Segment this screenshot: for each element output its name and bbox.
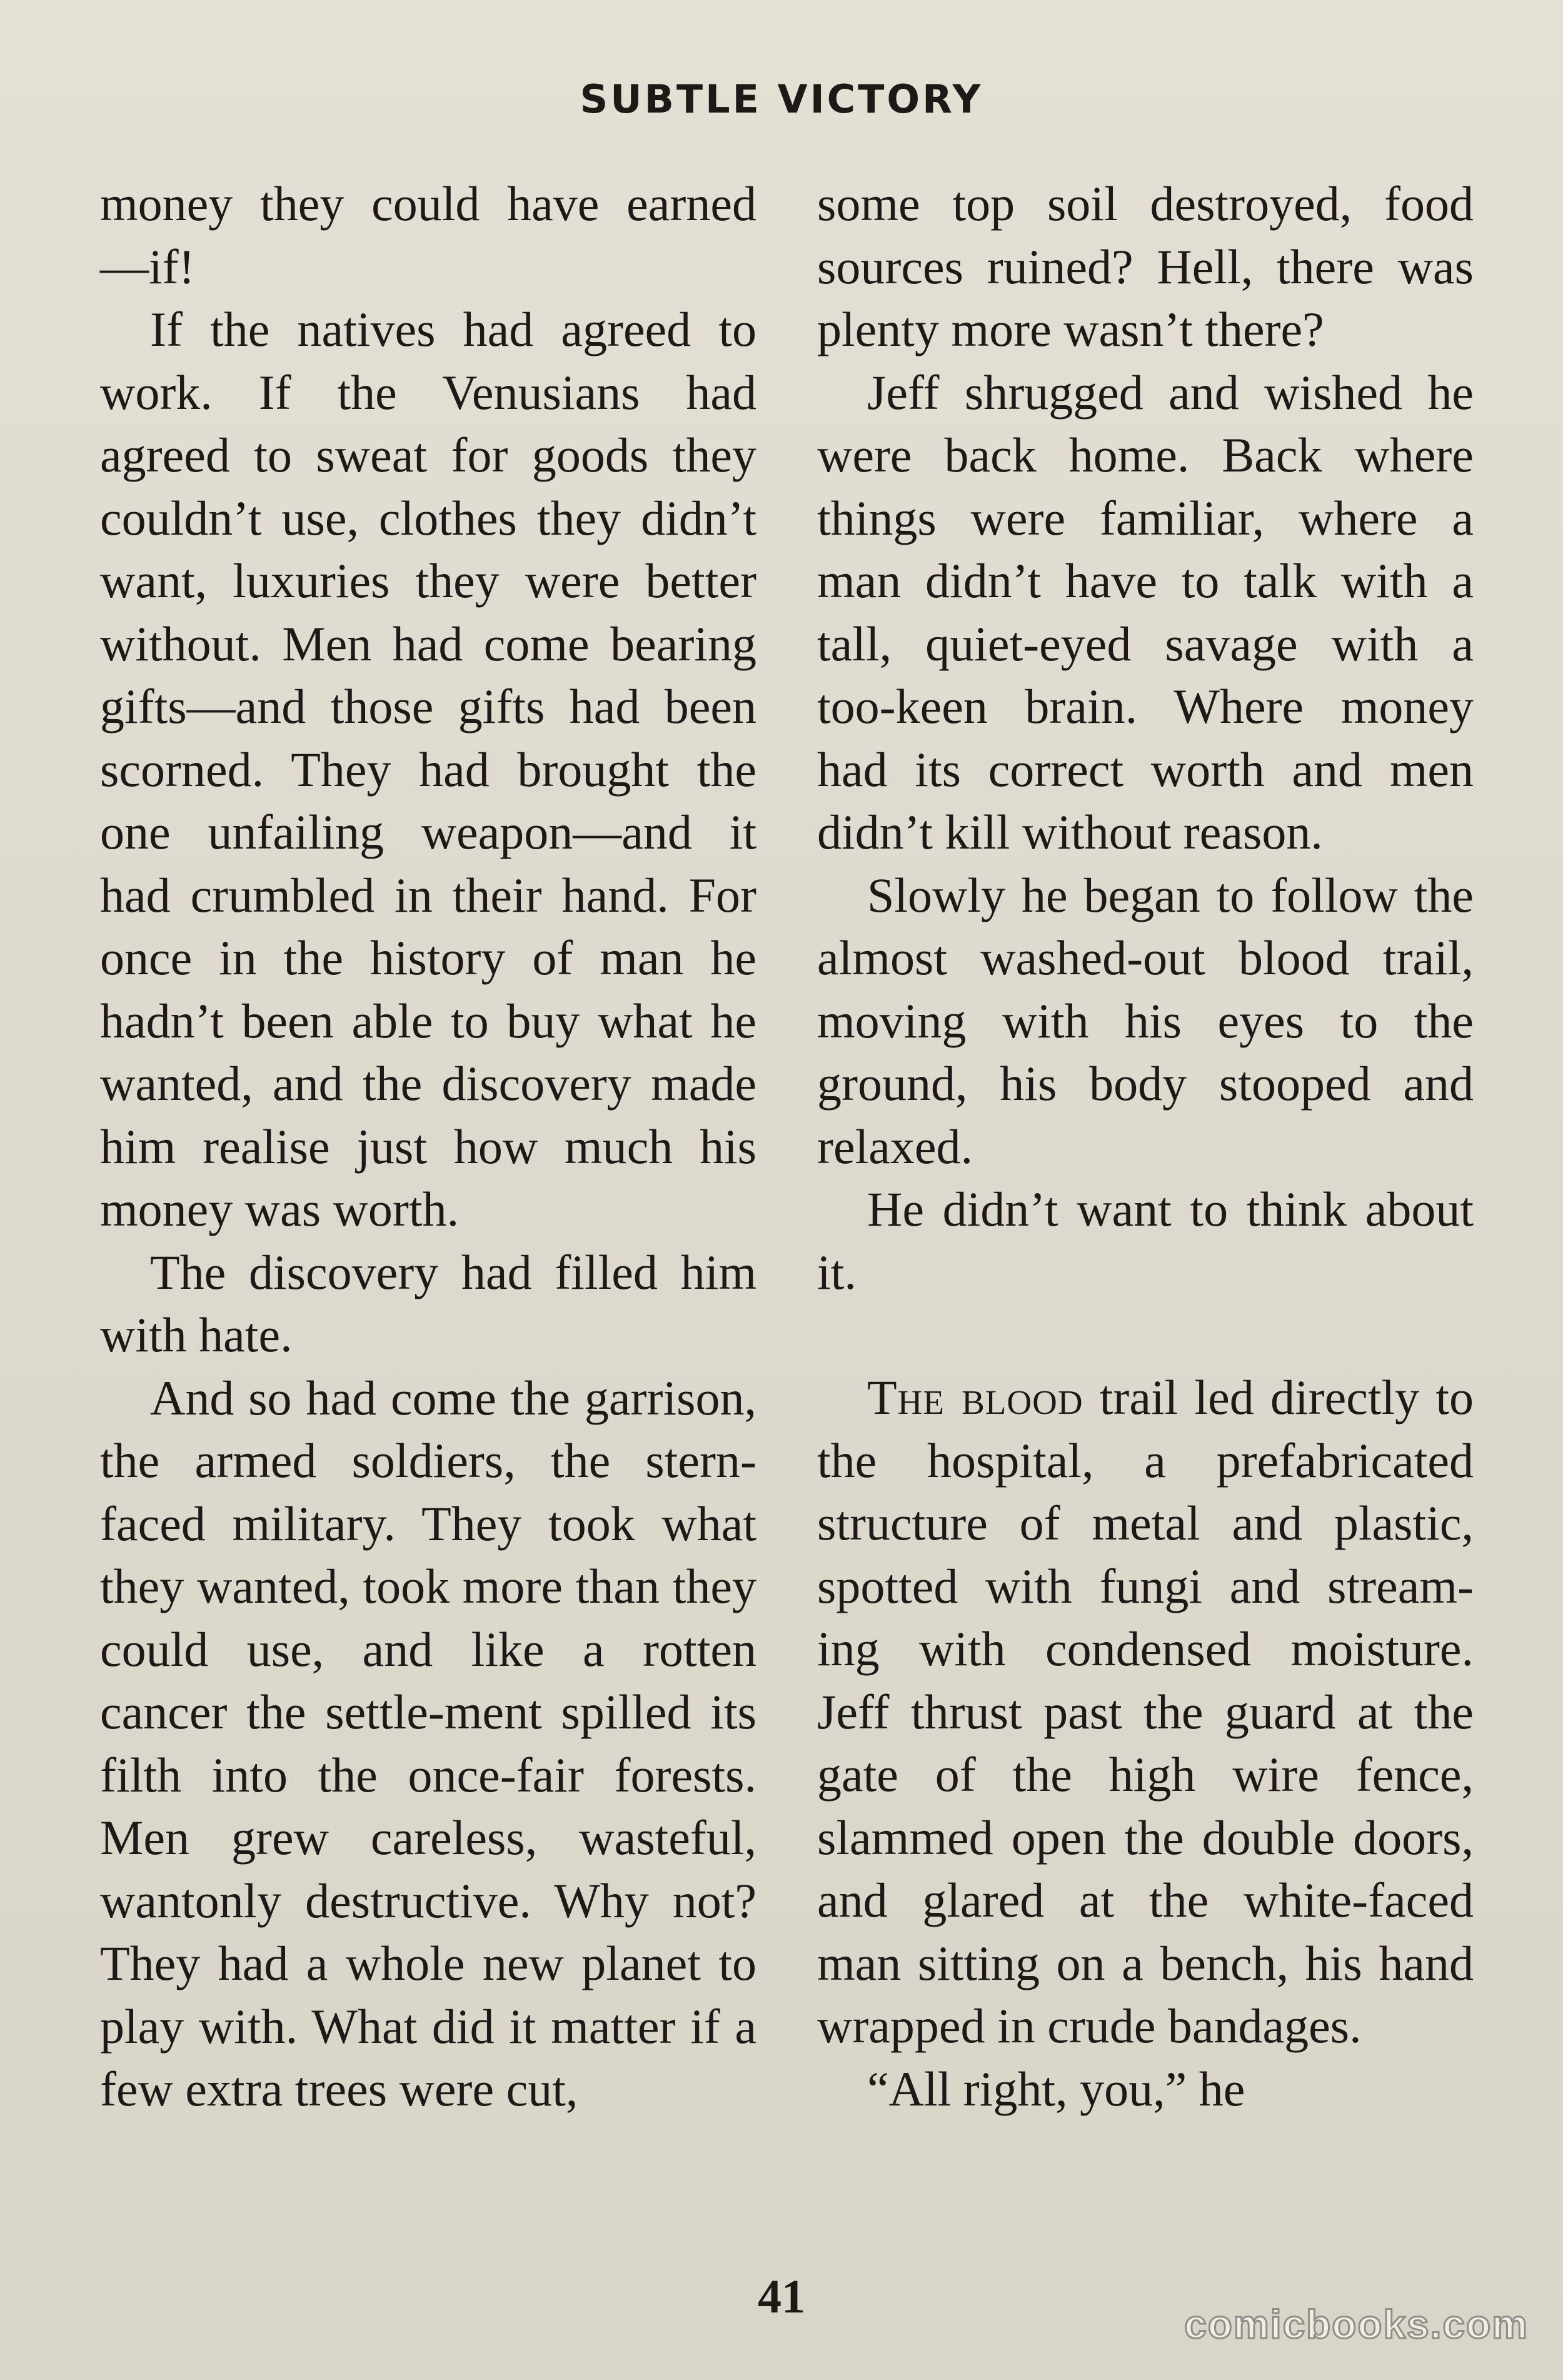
paragraph: And so had come the garrison, the armed soldiers, the stern-faced military. They took what they wanted, took more than they could use, and like a rotten cancer the settle-ment spilled its filth into the once-fair forests. Men grew careless, wasteful, wantonly destructive. Why not? They had a whole new planet to play with. What did it matter if a few extra trees were cut, [100,1370,756,2116]
paragraph: If the natives had agreed to work. If the Venusians had agreed to sweat for goods they couldn’t use, clothes they didn’t want, luxuries they were better without. Men had come bearing gifts—and those gifts had been scorned. They had brought the one unfailing weapon—and it had crumbled in their hand. For once in the history of man he hadn’t been able to buy what he wanted, and the discovery made him realise just how much his money was worth. [100,302,756,1236]
watermark: comicbooks.com [1184,2302,1529,2347]
left-column [100,173,756,2121]
paragraph: “All right, you,” he [867,2061,1245,2116]
paragraph: He didn’t want to think about it. [817,1182,1474,1299]
running-head: SUBTLE VICTORY [580,76,983,122]
section-text: trail led directly to the hospital, a prefabricated structure of metal and plastic, spotted with fungi and stream-ing with condensed moisture. Jeff thrust past the guard at the gate of the high wire fence, slammed open the double doors, and glared at the white-faced man sitting on a bench, his hand wrapped in crude bandages. [817,1370,1474,2053]
page-number: 41 [758,2271,805,2323]
paragraph: money they could have earned —if! [100,176,756,294]
section-paragraph [817,1366,1474,2058]
paragraph: some top soil destroyed, food sources ruined? Hell, there was plenty more wasn’t there? [817,176,1474,356]
right-column [817,173,1474,2120]
paragraph: Jeff shrugged and wished he were back home. Back where things were familiar, where a man didn’t have to talk with a tall, quiet-eyed savage with a too-keen brain. Where money had its correct worth and men didn’t kill without reason. [817,365,1474,859]
paragraph: The discovery had filled him with hate. [100,1244,756,1362]
paragraph: Slowly he began to follow the almost washed-out blood trail, moving with his eyes to the ground, his body stooped and relaxed. [817,867,1474,1174]
section-lead-words: The blood [867,1370,1083,1424]
